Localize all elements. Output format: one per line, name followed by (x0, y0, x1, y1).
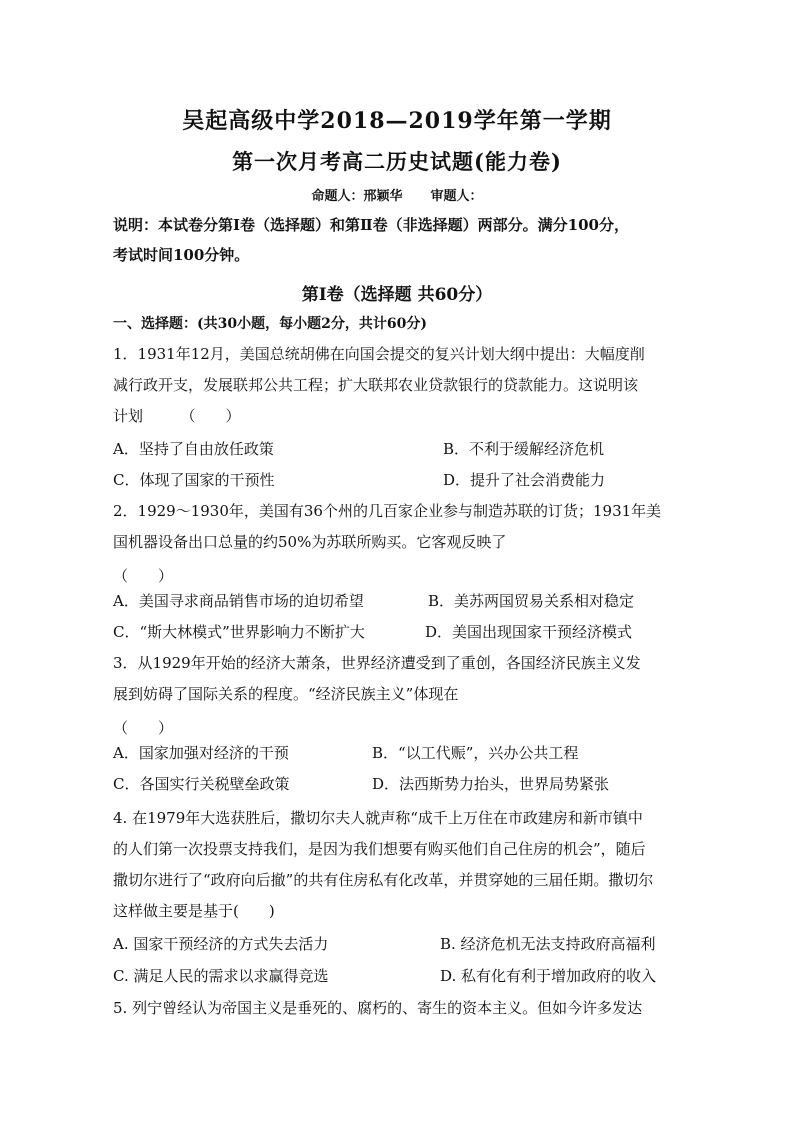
author: 命题人：邢颖华 (311, 189, 403, 204)
question-text-line: 这样做主要是基于( ) (113, 902, 275, 920)
option-d: D. 私有化有利于增加政府的收入 (440, 967, 657, 985)
option-c: C．“斯大林模式”世界影响力不断扩大 (113, 623, 365, 641)
instructions-line: 考试时间100分钟。 (113, 246, 250, 264)
question-2 (113, 496, 685, 558)
section-title: 第Ⅰ卷（选择题 共60分） (301, 285, 493, 305)
instructions (113, 210, 683, 270)
reviewer: 审题人： (430, 189, 483, 204)
option-d: D．美国出现国家干预经济模式 (425, 623, 633, 641)
option-c: C. 满足人民的需求以求赢得竞选 (113, 967, 329, 985)
option-d: D．提升了社会消费能力 (443, 471, 606, 489)
option-b: B．“以工代赈”，兴办公共工程 (372, 744, 579, 762)
option-a: A. 国家干预经济的方式失去活力 (113, 935, 329, 953)
question-text-line: 计划 （ ） (113, 407, 241, 425)
option-d: D．法西斯势力抬头，世界局势紧张 (372, 775, 610, 793)
question-text-line: 展到妨碍了国际关系的程度。“经济民族主义”体现在 (113, 685, 459, 703)
answer-paren: （ ） (113, 567, 174, 585)
question-text-line: 5. 列宁曾经认为帝国主义是垂死的、腐朽的、寄生的资本主义。但如今许多发达 (113, 999, 643, 1017)
question-1 (113, 339, 685, 432)
question-text-line: 2．1929～1930年，美国有36个州的几百家企业参与制造苏联的订货；1931年美 (113, 502, 662, 520)
question-5 (113, 993, 685, 1024)
author-line (0, 185, 794, 204)
question-text-line: 的人们第一次投票支持我们，是因为我们想要有购买他们自己住房的机会”，随后 (113, 840, 646, 858)
question-text-line: 撒切尔进行了“政府向后撤”的共有住房私有化改革，并贯穿她的三届任期。撒切尔 (113, 871, 654, 889)
question-4 (113, 803, 685, 927)
option-b: B．美苏两国贸易关系相对稳定 (428, 592, 635, 610)
question-text-line: 减行政开支，发展联邦公共工程；扩大联邦农业贷款银行的贷款能力。这说明该 (113, 376, 639, 394)
option-a: A．坚持了自由放任政策 (113, 440, 274, 458)
question-3 (113, 648, 685, 710)
exam-title-line1: 吴起高级中学2018—2019学年第一学期 (182, 108, 612, 134)
exam-title-line2: 第一次月考高二历史试题(能力卷) (232, 149, 562, 174)
option-b: B. 经济危机无法支持政府高福利 (440, 935, 656, 953)
section-subtitle: 一、选择题：(共30小题，每小题2分，共计60分) (113, 316, 427, 332)
instructions-line: 说明：本试卷分第Ⅰ卷（选择题）和第Ⅱ卷（非选择题）两部分。满分100分， (113, 216, 629, 234)
option-c: C．各国实行关税壁垒政策 (113, 775, 290, 793)
option-c: C．体现了国家的干预性 (113, 471, 275, 489)
question-text-line: 国机器设备出口总量的约50%为苏联所购买。它客观反映了 (113, 533, 507, 551)
option-a: A．美国寻求商品销售市场的迫切希望 (113, 592, 364, 610)
question-text-line: 1．1931年12月，美国总统胡佛在向国会提交的复兴计划大纲中提出：大幅度削 (113, 345, 645, 363)
option-b: B．不利于缓解经济危机 (443, 440, 605, 458)
question-text-line: 4. 在1979年大选获胜后，撒切尔夫人就声称“成千上万住在市政建房和新市镇中 (113, 809, 643, 827)
answer-paren: （ ） (113, 719, 174, 737)
option-a: A．国家加强对经济的干预 (113, 744, 289, 762)
question-text-line: 3．从1929年开始的经济大萧条，世界经济遭受到了重创，各国经济民族主义发 (113, 654, 641, 672)
